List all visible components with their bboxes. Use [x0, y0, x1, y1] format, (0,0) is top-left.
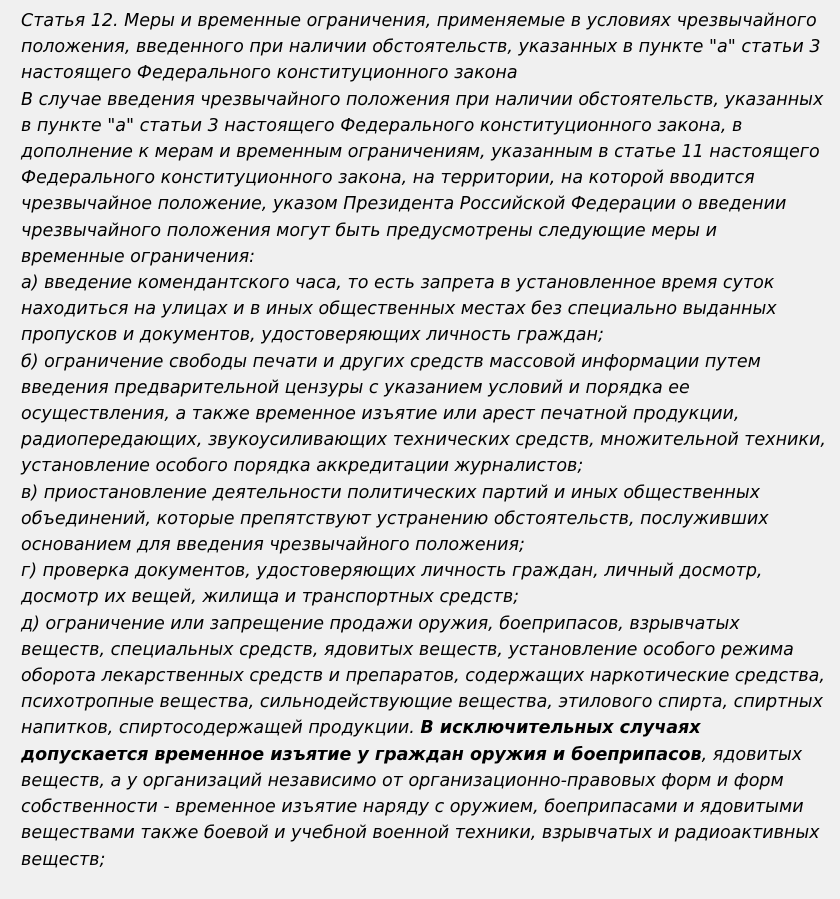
- article-intro: В случае введения чрезвычайного положения при наличии обстоятельств, указанных в пункте "а" статьи 3 настоящего Федерального конституционного закона, в дополнение к мерам и временным ограничениям, указанным в статье 11 настоящего Федерального конституционного закона, на территории, на которой вводится чрезвычайное положение, указом Президента Российской Федерации о введении чрезвычайного положения могут быть предусмотрены следующие меры и временные ограничения:: [21, 89, 824, 267]
- list-item-d-text-end: , ядовитых веществ, а у организаций независимо от организационно-правовых форм и форм собственности - временное изъятие наряду с оружием, боеприпасами и ядовитыми веществами также боевой и учебной военной техники, взрывчатых и радиоактивных веществ;: [21, 744, 820, 870]
- list-item-v: в) приостановление деятельности политических партий и иных общественных объединений, которые препятствуют устранению обстоятельств, послуживших основанием для введения чрезвычайного положения;: [21, 482, 769, 556]
- highlighted-text: В исключительных случаях допускается временное изъятие у граждан оружия и боеприпасов: [21, 718, 702, 765]
- article-title: Статья 12. Меры и временные ограничения, применяемые в условиях чрезвычайного положения, введенного при наличии обстоятельств, указанных в пункте "а" статьи 3 настоящего Федерального конституционного закона: [21, 11, 821, 84]
- list-item-d: [21, 611, 826, 873]
- list-item-g: г) проверка документов, удостоверяющих личность граждан, личный досмотр, досмотр их вещей, жилища и транспортных средств;: [21, 561, 763, 608]
- list-item-b: б) ограничение свободы печати и других средств массовой информации путем введения предварительной цензуры с указанием условий и порядка ее осуществления, а также временное изъятие или арест печатной продукции, радиопередающих, звукоусиливающих технических средств, множительной техники, установление особого порядка аккредитации журналистов;: [21, 351, 826, 477]
- list-item-d-text-start: д) ограничение или запрещение продажи оружия, боеприпасов, взрывчатых веществ, специальных средств, ядовитых веществ, установление особого режима оборота лекарственных средств и препаратов, содержащих наркотические средства, психотропные вещества, сильнодействующие вещества, этилового спирта, спиртных напитков, спиртосодержащей продукции.: [21, 613, 825, 739]
- list-item-a: а) введение комендантского часа, то есть запрета в установленное время суток находиться на улицах и в иных общественных местах без специально выданных пропусков и документов, удостоверяющих личность граждан;: [21, 273, 777, 346]
